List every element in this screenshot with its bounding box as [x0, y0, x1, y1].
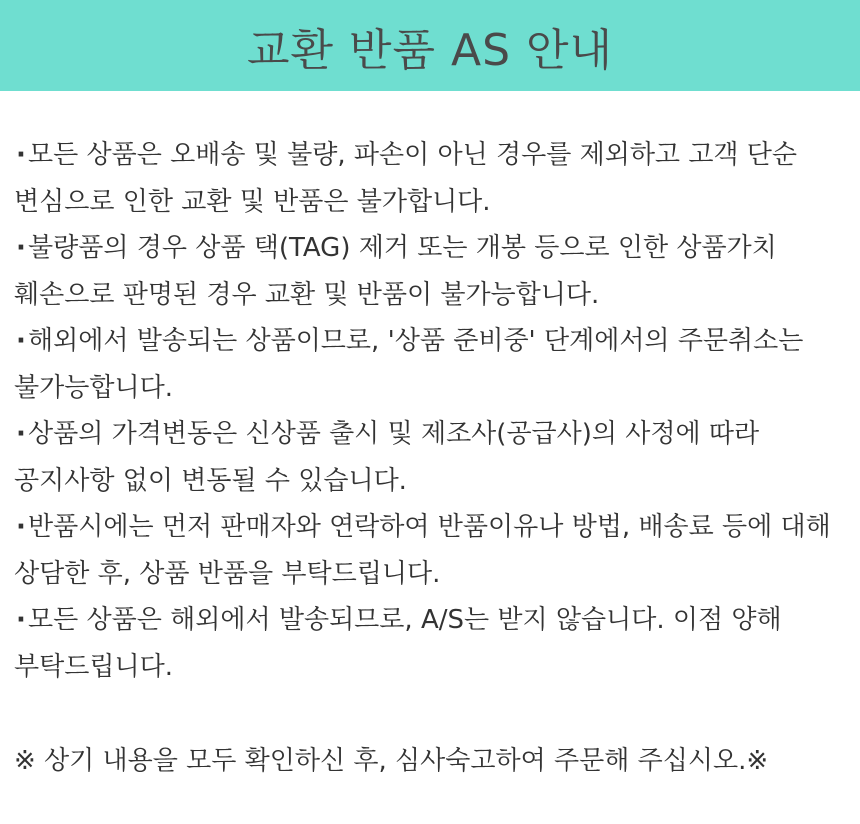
notice-item-defective-product: · 불량품의 경우 상품 택(TAG) 제거 또는 개봉 등으로 인한 상품가치 훼손으로 판명된 경우 교환 및 반품이 불가능합니다. — [14, 225, 846, 318]
notice-item-exchange-policy: · 모든 상품은 오배송 및 불량, 파손이 아닌 경우를 제외하고 고객 단순 변심으로 인한 교환 및 반품은 불가합니다. — [14, 132, 846, 225]
notice-content — [0, 91, 860, 785]
notice-item-no-as: · 모든 상품은 해외에서 발송되므로, A/S는 받지 않습니다. 이점 양해 부탁드립니다. — [14, 597, 846, 690]
page-title: 교환 반품 AS 안내 — [246, 24, 613, 76]
page-header — [0, 0, 860, 91]
closing-notice: ※ 상기 내용을 모두 확인하신 후, 심사숙고하여 주문해 주십시오.※ — [14, 746, 769, 776]
notice-list — [14, 91, 846, 690]
notice-item-price-change: · 상품의 가격변동은 신상품 출시 및 제조사(공급사)의 사정에 따라 공지사항 없이 변동될 수 있습니다. — [14, 411, 846, 504]
notice-item-return-process: · 반품시에는 먼저 판매자와 연락하여 반품이유나 방법, 배송료 등에 대해 상담한 후, 상품 반품을 부탁드립니다. — [14, 504, 846, 597]
notice-item-cancellation: · 해외에서 발송되는 상품이므로, '상품 준비중' 단계에서의 주문취소는 불가능합니다. — [14, 318, 846, 411]
